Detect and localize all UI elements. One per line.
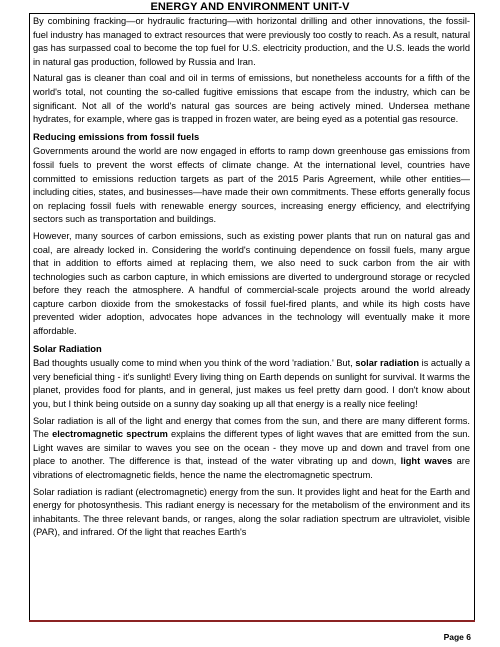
paragraph-governments: Governments around the world are now engaged in efforts to ramp down greenhouse gas emissions from fossil fuels to prevent the worst effects of climate change. At the international level, countries have committed to emissions reduction targets as part of the 2015 Paris Agreement, while other entities—including cities, states, and businesses—have made their own commitments. These efforts generally focus on replacing fossil fuels with renewable energy sources, increasing energy efficiency, and electrifying sectors such as transportation and buildings.: [33, 146, 470, 225]
footer-rule: [29, 620, 475, 622]
page-body: [33, 15, 470, 543]
heading-solar-radiation: Solar Radiation: [33, 342, 102, 354]
text-run: are vibrations of electromagnetic fields, hence the name the electromagnetic spectrum.: [33, 456, 470, 480]
term-electromagnetic-spectrum: electromagnetic spectrum: [52, 429, 168, 440]
paragraph-carbon-capture: However, many sources of carbon emissions, such as existing power plants that run on natural gas and coal, are already locked in. Considering the world's continuing dependence on fossil fuels, many argue that in addition to efforts aimed at replacing them, we also need to suck carbon from the air with technologies such as carbon capture, in which emissions are diverted to underground storage or recycled before they reach the atmosphere. A handful of commercial-scale projects around the world already capture carbon dioxide from the smokestacks of fossil fuel-fired plants, and while its high costs have prevented wider adoption, advocates hope advances in the technology will eventually make it more affordable.: [33, 230, 470, 337]
page-header: ENERGY AND ENVIRONMENT UNIT-V: [150, 1, 350, 13]
paragraph-bad-thoughts: [33, 357, 470, 411]
paragraph-radiant-energy: Solar radiation is radiant (electromagnetic) energy from the sun. It provides light and heat for the Earth and energy for photosynthesis. This radiant energy is necessary for the metabolism of the environment and its inhabitants. The three relevant bands, or ranges, along the solar radiation spectrum are ultraviolet, visible (PAR), and infrared. Of the light that reaches Earth's: [33, 486, 470, 538]
paragraph-fracking: By combining fracking—or hydraulic fracturing—with horizontal drilling and other innovations, the fossil-fuel industry has managed to extract resources that were previously too costly to reach. As a result, natural gas has surpassed coal to become the top fuel for U.S. electricity production, and the U.S. leads the world in natural gas production, followed by Russia and Iran.: [33, 16, 470, 67]
term-light-waves: light waves: [400, 456, 453, 467]
text-run: Bad thoughts usually come to mind when you think of the word 'radiation.' But,: [33, 358, 356, 369]
term-solar-radiation: solar radiation: [355, 358, 420, 369]
text-run: is actually a very beneficial thing - it's sunlight! Every living thing on Earth depends on sunlight for survival. It warms the planet, provides food for plants, and in general, just makes us feel pretty darn good. I don't know about you, but I think being outside on a sunny day soaking up all that energy is a really nice feeling!: [33, 358, 470, 410]
paragraph-natural-gas: Natural gas is cleaner than coal and oil in terms of emissions, but nonetheless accounts for a fifth of the world's total, not counting the so-called fugitive emissions that escape from the industry, which can be significant. Not all of the world's natural gas sources are being actively mined. Undersea methane hydrates, for example, where gas is trapped in frozen water, are being eyed as a potential gas resource.: [33, 73, 470, 125]
paragraph-electromagnetic: [33, 415, 470, 483]
text-run: explains the different types of light waves that are emitted from the sun. Light waves are similar to waves you see on the ocean - they move up and down and travel from one place to another. The difference is that, instead of the water vibrating up and down,: [33, 429, 470, 467]
text-run: Solar radiation is all of the light and energy that comes from the sun, and there are many different forms. The: [33, 415, 470, 440]
page-number: Page 6: [443, 632, 471, 642]
heading-reducing-emissions: Reducing emissions from fossil fuels: [33, 130, 200, 142]
